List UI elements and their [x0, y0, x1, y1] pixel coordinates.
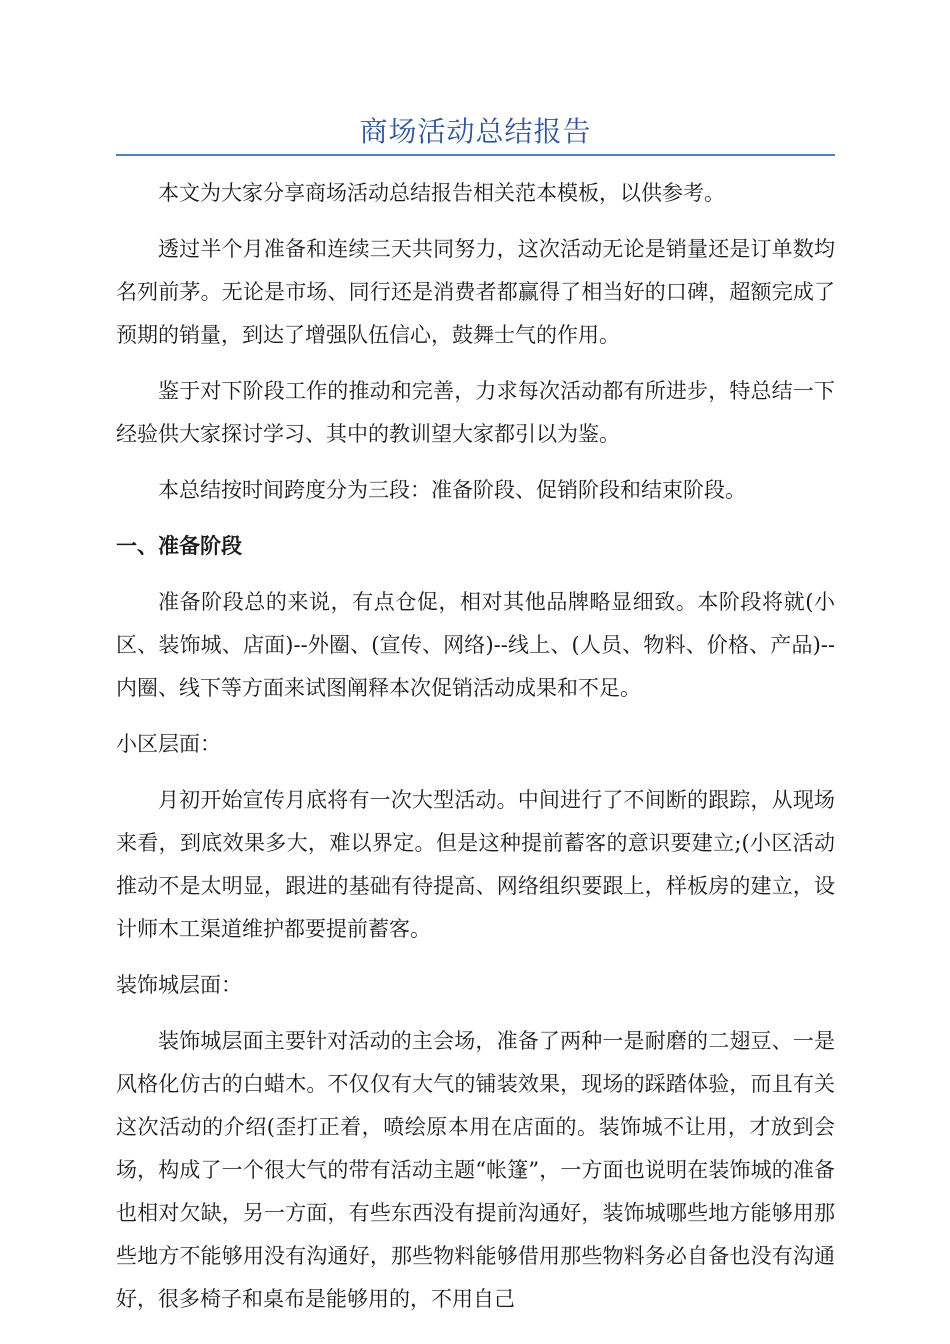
paragraph-purpose: 鉴于对下阶段工作的推动和完善，力求每次活动都有所进步，特总结一下经验供大家探讨学习、其中的教训望大家都引以为鉴。 — [116, 379, 835, 446]
subsection-label-community: 小区层面： — [116, 732, 221, 756]
paragraph-mall: 装饰城层面主要针对活动的主会场，准备了两种一是耐磨的二翅豆、一是风格化仿古的白蜡木。不仅仅有大气的铺装效果，现场的踩踏体验，而且有关这次活动的介绍(歪打正着，喷绘原本用在店面的。装饰城不让用，才放到会场，构成了一个很大气的带有活动主题“帐篷”，一方面也说明在装饰城的准备也相对欠缺，另一方面，有些东西没有提前沟通好，装饰城哪些地方能够用那些地方不能够用没有沟通好，那些物料能够借用那些物料务必自备也没有沟通好，很多椅子和桌布是能够用的，不用自己 — [116, 1029, 835, 1311]
title-underline — [116, 154, 835, 156]
paragraph-community: 月初开始宣传月底将有一次大型活动。中间进行了不间断的跟踪，从现场来看，到底效果多大，难以界定。但是这种提前蓄客的意识要建立;(小区活动推动不是太明显，跟进的基础有待提高、网络组织要跟上，样板房的建立，设计师木工渠道维护都要提前蓄客。 — [116, 788, 835, 941]
paragraph-results: 透过半个月准备和连续三天共同努力，这次活动无论是销量还是订单数均名列前茅。无论是市场、同行还是消费者都赢得了相当好的口碑，超额完成了预期的销量，到达了增强队伍信心，鼓舞士气的作用。 — [116, 237, 835, 347]
paragraph-preparation: 准备阶段总的来说，有点仓促，相对其他品牌略显细致。本阶段将就(小区、装饰城、店面)--外圈、(宣传、网络)--线上、(人员、物料、价格、产品)--内圈、线下等方面来试图阐释本次促销活动成果和不足。 — [116, 590, 835, 700]
document-body — [116, 172, 835, 1334]
section-heading-preparation: 一、准备阶段 — [116, 534, 242, 558]
subsection-label-mall: 装饰城层面： — [116, 973, 242, 997]
document-title: 商场活动总结报告 — [359, 115, 592, 148]
intro-paragraph: 本文为大家分享商场活动总结报告相关范本模板，以供参考。 — [158, 181, 725, 205]
paragraph-structure: 本总结按时间跨度分为三段：准备阶段、促销阶段和结束阶段。 — [158, 478, 746, 502]
